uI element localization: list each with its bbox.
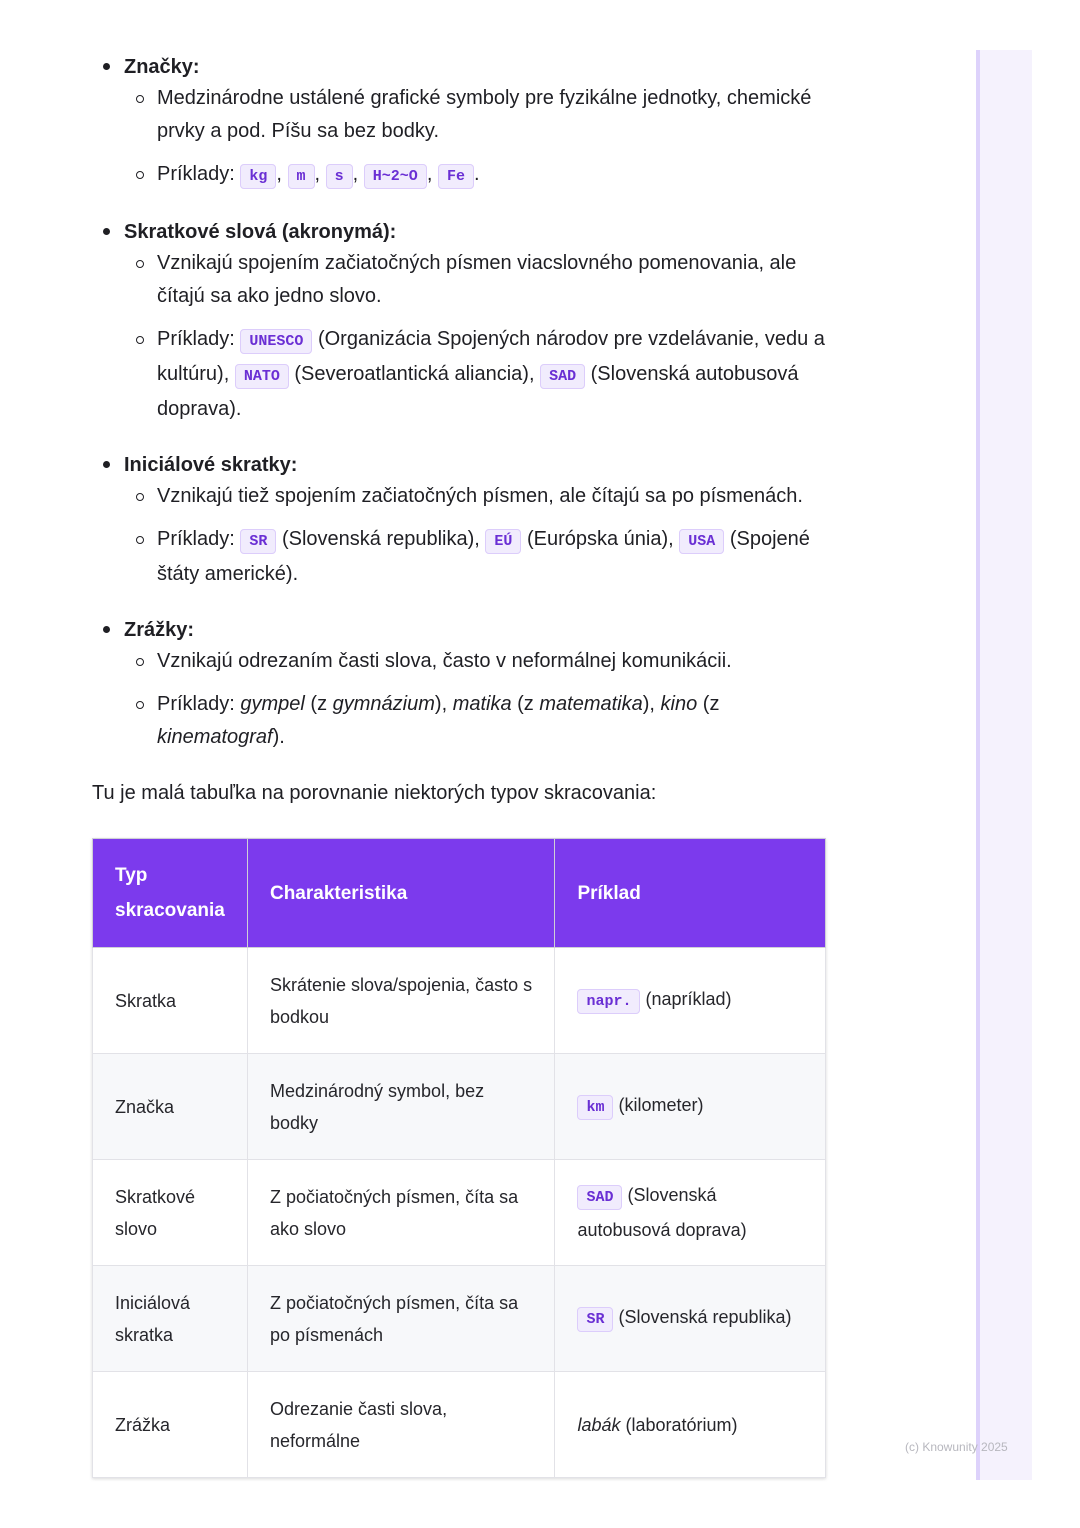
section-examples <box>124 688 828 754</box>
code-example: SR <box>240 529 276 554</box>
section-desc: Vznikajú odrezaním časti slova, často v neformálnej komunikácii. <box>124 645 828 678</box>
code-example: SAD <box>577 1185 622 1210</box>
example-text: (z <box>304 693 333 715</box>
section-term: Iniciálové skratky: <box>124 454 298 476</box>
abbreviation-types-list <box>92 52 828 754</box>
cell-desc: Medzinárodný symbol, bez bodky <box>247 1054 554 1160</box>
code-example: EÚ <box>485 529 521 554</box>
italic-word: matika <box>452 693 512 715</box>
code-example: H~2~O <box>364 164 427 189</box>
code-example: NATO <box>235 364 289 389</box>
code-example: USA <box>679 529 724 554</box>
code-example: s <box>326 164 353 189</box>
section-points <box>124 645 828 754</box>
section-desc: Medzinárodne ustálené grafické symboly pre fyzikálne jednotky, chemické prvky a pod. Píšu sa bez bodky. <box>124 82 828 148</box>
example-text: (Slovenská republika), <box>276 528 486 550</box>
italic-word: kino <box>660 693 698 715</box>
example-note: (napríklad) <box>640 989 732 1009</box>
code-example: Fe <box>438 164 474 189</box>
code-example: napr. <box>577 989 640 1014</box>
example-text: (Európska únia), <box>521 528 680 550</box>
section-term: Značky: <box>124 56 200 78</box>
section-term: Zrážky: <box>124 619 195 641</box>
code-example: UNESCO <box>240 329 312 354</box>
section-skratkove-slova <box>92 217 828 426</box>
example-note: (kilometer) <box>613 1095 704 1115</box>
example-note: (Slovenská republika) <box>613 1307 792 1327</box>
table-intro: Tu je malá tabuľka na porovnanie niektorých typov skracovania: <box>92 782 657 804</box>
example-text: (z <box>697 693 720 715</box>
code-example: km <box>577 1095 613 1120</box>
cell-type: Iniciálová skratka <box>93 1266 248 1372</box>
example-text: (Severoatlantická aliancia), <box>288 363 541 385</box>
cell-type: Značka <box>93 1054 248 1160</box>
italic-word: labák <box>577 1414 621 1435</box>
section-inicialove-skratky <box>92 450 828 591</box>
example-note: (laboratórium) <box>620 1414 738 1435</box>
cell-example <box>555 1054 826 1160</box>
content <box>92 52 828 808</box>
cell-desc: Odrezanie časti slova, neformálne <box>247 1372 554 1478</box>
section-examples: Príklady: kg , m , s , H~2~O , Fe . <box>124 158 828 193</box>
code-example: kg <box>240 164 276 189</box>
example-text: (Spojené štáty americké). <box>157 528 810 585</box>
code-example: SAD <box>540 364 585 389</box>
table-row <box>93 1160 826 1266</box>
section-points <box>124 82 828 193</box>
sidebar-band <box>976 50 1032 1480</box>
cell-example <box>555 1160 826 1266</box>
italic-word: kinematograf <box>157 726 273 748</box>
cell-type: Zrážka <box>93 1372 248 1478</box>
section-desc: Vznikajú spojením začiatočných písmen viacslovného pomenovania, ale čítajú sa ako jedno slovo. <box>124 247 828 313</box>
examples-label: Príklady: <box>157 328 235 350</box>
section-examples <box>124 323 828 426</box>
examples-label: Príklady: <box>157 693 235 715</box>
table-header-row <box>93 839 826 948</box>
example-text: ), <box>642 693 661 715</box>
footer-copyright: (c) Knowunity 2025 <box>905 1440 1008 1454</box>
cell-desc: Z počiatočných písmen, číta sa po písmenách <box>247 1266 554 1372</box>
table-row <box>93 1054 826 1160</box>
example-note: (Slovenská autobusová doprava) <box>577 1185 747 1240</box>
example-text: (Organizácia Spojených národov pre vzdelávanie, vedu a kultúru), <box>157 328 825 385</box>
cell-desc: Z počiatočných písmen, číta sa ako slovo <box>247 1160 554 1266</box>
section-term: Skratkové slová (akronymá): <box>124 221 397 243</box>
cell-desc: Skrátenie slova/spojenia, často s bodkou <box>247 948 554 1054</box>
section-znacky <box>92 52 828 193</box>
section-examples <box>124 523 828 591</box>
cell-example <box>555 1372 826 1478</box>
cell-type: Skratka <box>93 948 248 1054</box>
section-desc: Vznikajú tiež spojením začiatočných písmen, ale čítajú sa po písmenách. <box>124 480 828 513</box>
cell-example <box>555 1266 826 1372</box>
examples-label: Príklady: <box>157 528 235 550</box>
example-text: ). <box>272 726 285 748</box>
italic-word: gympel <box>240 693 305 715</box>
comparison-table <box>92 838 826 1478</box>
table-row <box>93 948 826 1054</box>
table-row <box>93 1266 826 1372</box>
cell-type: Skratkové slovo <box>93 1160 248 1266</box>
section-zrazky <box>92 615 828 754</box>
cell-example <box>555 948 826 1054</box>
example-text: ), <box>434 693 453 715</box>
column-header: Charakteristika <box>247 839 554 948</box>
italic-word: gymnázium <box>332 693 435 715</box>
code-example: SR <box>577 1307 613 1332</box>
examples-label: Príklady: <box>157 163 235 185</box>
example-text: (Slovenská autobusová doprava). <box>157 363 799 420</box>
italic-word: matematika <box>539 693 643 715</box>
code-example: m <box>288 164 315 189</box>
table-row <box>93 1372 826 1478</box>
column-header: Typ skracovania <box>93 839 248 948</box>
section-points <box>124 247 828 426</box>
example-text: (z <box>511 693 540 715</box>
section-points <box>124 480 828 591</box>
column-header: Príklad <box>555 839 826 948</box>
